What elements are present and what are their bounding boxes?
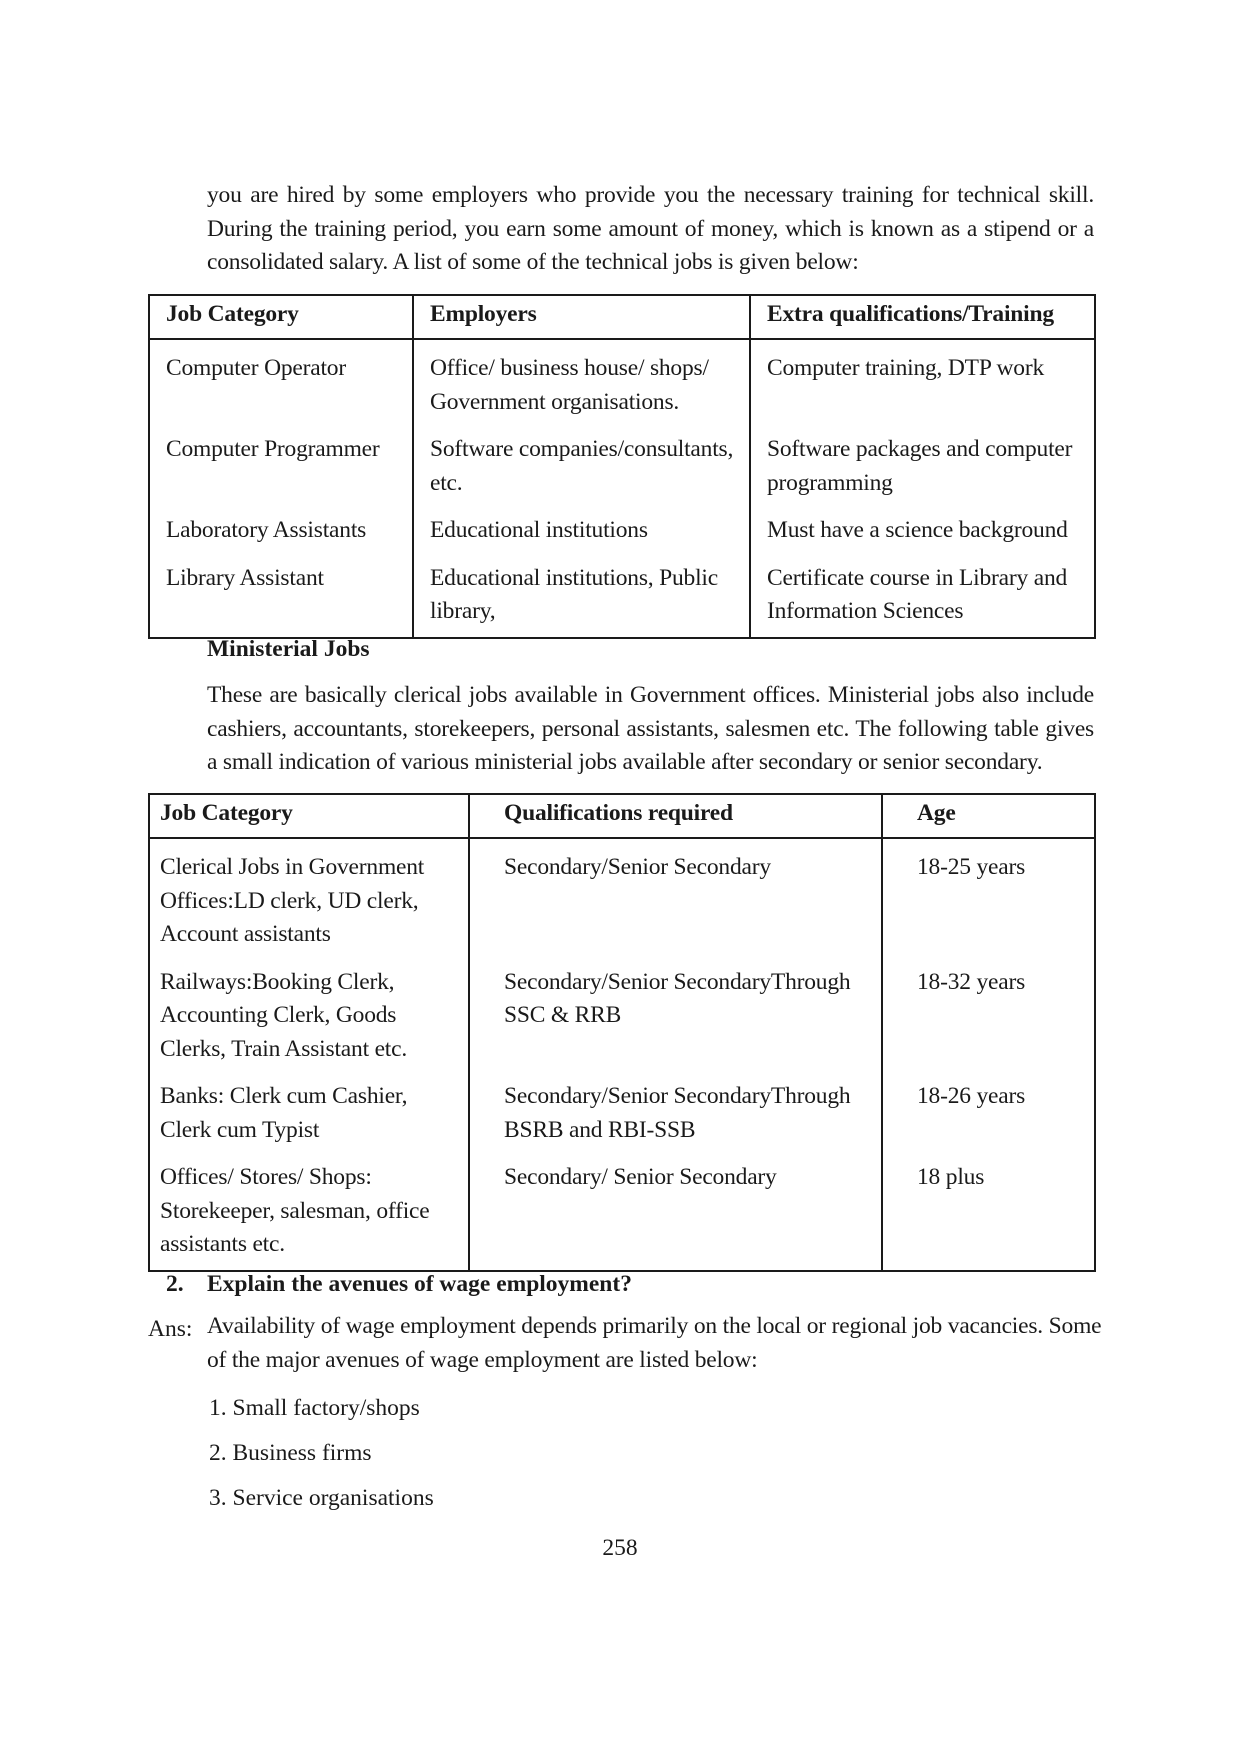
table-cell: 18-25 years xyxy=(882,838,1095,960)
ministerial-line: cashiers, accountants, storekeepers, personal assistants, salesmen etc. The following table gives xyxy=(207,715,1094,742)
question-text: Explain the avenues of wage employment? xyxy=(207,1271,632,1297)
intro-line: you are hired by some employers who provide you the necessary training for technical skill. xyxy=(207,182,1094,208)
column-header: Qualifications required xyxy=(469,794,882,838)
table-row xyxy=(149,556,1095,638)
table-cell: 18 plus xyxy=(882,1155,1095,1271)
list-item: 1. Small factory/shops xyxy=(209,1395,420,1421)
list-item: 2. Business firms xyxy=(209,1440,372,1466)
answer-line: Availability of wage employment depends primarily on the local or regional job vacancies. Some xyxy=(207,1313,1102,1339)
table-cell: 18-26 years xyxy=(882,1074,1095,1155)
question-number: 2. xyxy=(166,1271,184,1297)
intro-paragraph xyxy=(207,179,1094,280)
technical-jobs-table xyxy=(148,294,1096,639)
table-cell: Laboratory Assistants xyxy=(149,508,413,556)
table-cell: Secondary/ Senior Secondary xyxy=(469,1155,882,1271)
answer-label: Ans: xyxy=(148,1316,193,1342)
table-cell: Railways:Booking Clerk, Accounting Clerk, Goods Clerks, Train Assistant etc. xyxy=(149,960,469,1075)
table-cell: Computer Operator xyxy=(149,339,413,427)
answer-paragraph xyxy=(207,1310,1102,1377)
table-row xyxy=(149,838,1095,960)
table-cell: Secondary/Senior SecondaryThrough BSRB and RBI-SSB xyxy=(469,1074,882,1155)
list-item: 3. Service organisations xyxy=(209,1485,434,1511)
column-header: Extra qualifications/Training xyxy=(750,295,1095,339)
table-cell: Educational institutions xyxy=(413,508,750,556)
table-cell: Secondary/Senior SecondaryThrough SSC & RRB xyxy=(469,960,882,1075)
table-row xyxy=(149,427,1095,508)
intro-line: consolidated salary. A list of some of the technical jobs is given below: xyxy=(207,249,859,275)
table-cell: Secondary/Senior Secondary xyxy=(469,838,882,960)
table-row xyxy=(149,508,1095,556)
ministerial-jobs-table xyxy=(148,793,1096,1272)
intro-line: During the training period, you earn some amount of money, which is known as a stipend or a xyxy=(207,215,1094,242)
column-header: Employers xyxy=(413,295,750,339)
section-heading: Ministerial Jobs xyxy=(207,636,370,662)
ministerial-line: These are basically clerical jobs available in Government offices. Ministerial jobs also include xyxy=(207,682,1094,708)
column-header: Job Category xyxy=(149,295,413,339)
table-cell: Offices/ Stores/ Shops: Storekeeper, salesman, office assistants etc. xyxy=(149,1155,469,1271)
page-number: 258 xyxy=(602,1535,638,1561)
ministerial-line: a small indication of various ministerial jobs available after secondary or senior secondary. xyxy=(207,749,1043,775)
table-row xyxy=(149,1155,1095,1271)
table-cell: 18-32 years xyxy=(882,960,1095,1075)
table-cell: Must have a science background xyxy=(750,508,1095,556)
table-cell: Computer Programmer xyxy=(149,427,413,508)
table-cell: Office/ business house/ shops/ Government organisations. xyxy=(413,339,750,427)
table-cell: Software packages and computer programming xyxy=(750,427,1095,508)
table-row xyxy=(149,1074,1095,1155)
table-header-row xyxy=(149,794,1095,838)
table-row xyxy=(149,960,1095,1075)
table-cell: Library Assistant xyxy=(149,556,413,638)
table-cell: Clerical Jobs in Government Offices:LD clerk, UD clerk, Account assistants xyxy=(149,838,469,960)
table-cell: Banks: Clerk cum Cashier, Clerk cum Typist xyxy=(149,1074,469,1155)
ministerial-paragraph xyxy=(207,679,1094,780)
column-header: Age xyxy=(882,794,1095,838)
table-cell: Educational institutions, Public library, xyxy=(413,556,750,638)
table-header-row xyxy=(149,295,1095,339)
table-cell: Computer training, DTP work xyxy=(750,339,1095,427)
table-row xyxy=(149,339,1095,427)
answer-line: of the major avenues of wage employment are listed below: xyxy=(207,1346,758,1373)
column-header: Job Category xyxy=(149,794,469,838)
table-cell: Certificate course in Library and Information Sciences xyxy=(750,556,1095,638)
table-cell: Software companies/consultants, etc. xyxy=(413,427,750,508)
